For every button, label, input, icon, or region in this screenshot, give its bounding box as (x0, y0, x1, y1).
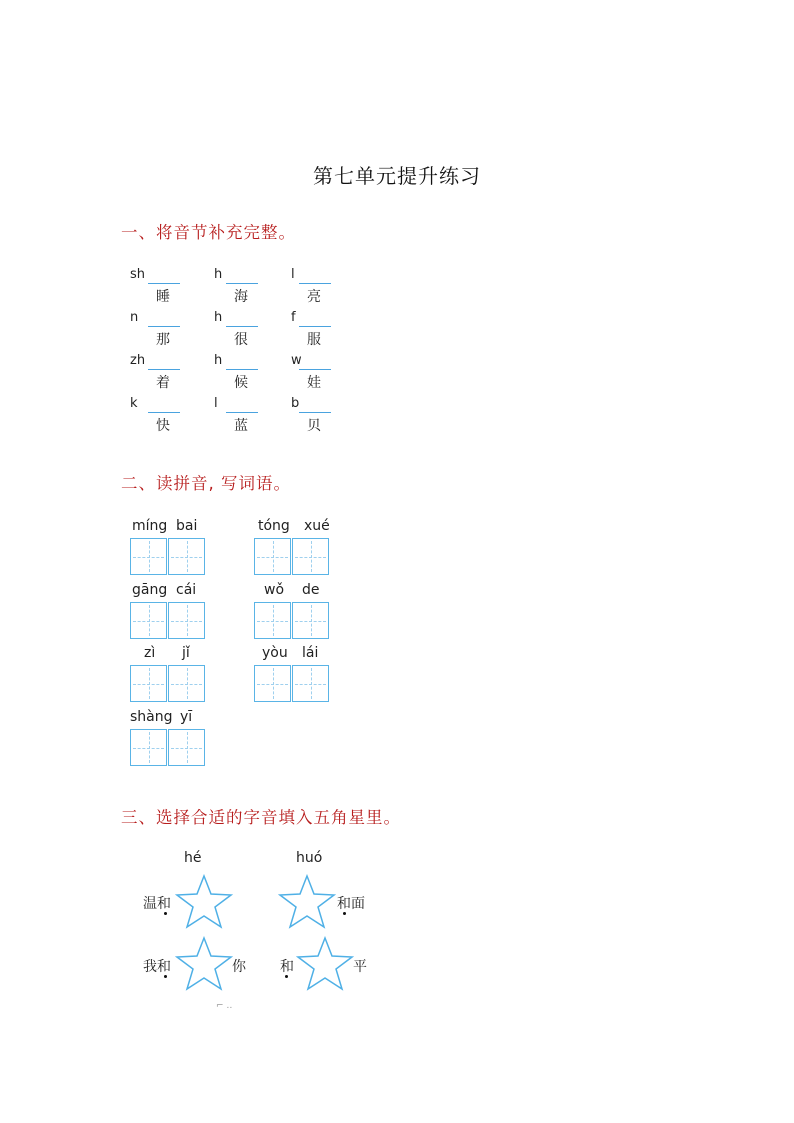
syllable-initial: w (291, 353, 302, 368)
emphasis-dot (164, 975, 167, 978)
hanzi-character: 睡 (156, 289, 170, 305)
syllable-initial: l (214, 396, 218, 411)
word-writing-item (254, 582, 334, 638)
grid-guide-horizontal (171, 557, 202, 558)
syllable-item (214, 267, 274, 303)
hanzi-character: 蓝 (234, 418, 248, 434)
word-writing-item (130, 645, 210, 701)
syllable-item (130, 353, 190, 389)
tianzige-writing-box[interactable] (130, 602, 167, 639)
word-writing-item (130, 518, 210, 574)
word-he-prefix: 和 (280, 959, 294, 975)
syllable-blank[interactable] (148, 369, 180, 370)
hanzi-character: 候 (234, 375, 248, 391)
hanzi-character: 海 (234, 289, 248, 305)
grid-guide-horizontal (133, 557, 164, 558)
section-2-heading: 二、读拼音, 写词语。 (121, 474, 291, 493)
tianzige-writing-box[interactable] (130, 665, 167, 702)
syllable-blank[interactable] (226, 369, 258, 370)
syllable-blank[interactable] (148, 283, 180, 284)
syllable-blank[interactable] (226, 326, 258, 327)
word-wohe: 我和 (143, 959, 171, 975)
grid-guide-horizontal (171, 621, 202, 622)
grid-guide-horizontal (257, 557, 288, 558)
answer-star-1[interactable] (175, 874, 233, 930)
word-ni: 你 (232, 959, 246, 975)
syllable-blank[interactable] (226, 283, 258, 284)
syllable-item (130, 396, 190, 432)
tianzige-writing-box[interactable] (292, 602, 329, 639)
word-wenhe: 温和 (143, 896, 171, 912)
hanzi-character: 那 (156, 332, 170, 348)
grid-guide-horizontal (295, 621, 326, 622)
emphasis-dot (343, 912, 346, 915)
grid-guide-horizontal (133, 621, 164, 622)
syllable-initial: b (291, 396, 300, 411)
tianzige-writing-box[interactable] (168, 602, 205, 639)
pinyin-syllable: xué (304, 518, 330, 534)
syllable-item (291, 396, 351, 432)
syllable-item (291, 353, 351, 389)
syllable-blank[interactable] (299, 326, 331, 327)
section-3-heading: 三、选择合适的字音填入五角星里。 (121, 808, 401, 827)
tianzige-writing-box[interactable] (254, 538, 291, 575)
pinyin-syllable: jǐ (182, 645, 190, 661)
tianzige-writing-box[interactable] (168, 538, 205, 575)
syllable-blank[interactable] (148, 412, 180, 413)
tianzige-writing-box[interactable] (254, 665, 291, 702)
syllable-blank[interactable] (148, 326, 180, 327)
pinyin-option-he: hé (184, 850, 202, 866)
answer-star-4[interactable] (296, 936, 354, 992)
syllable-item (214, 310, 274, 346)
pinyin-syllable: zì (144, 645, 156, 661)
syllable-initial: l (291, 267, 295, 282)
syllable-initial: sh (130, 267, 146, 282)
word-ping: 平 (353, 959, 367, 975)
page-title: 第七单元提升练习 (313, 164, 481, 188)
answer-star-2[interactable] (278, 874, 336, 930)
tianzige-writing-box[interactable] (292, 538, 329, 575)
word-writing-item (130, 582, 210, 638)
syllable-initial: n (130, 310, 139, 325)
syllable-initial: k (130, 396, 138, 411)
pinyin-syllable: yòu (262, 645, 288, 661)
word-writing-item (254, 518, 334, 574)
pinyin-option-huo: huó (296, 850, 323, 866)
syllable-item (214, 353, 274, 389)
grid-guide-horizontal (171, 684, 202, 685)
tianzige-writing-box[interactable] (168, 729, 205, 766)
hanzi-character: 娃 (307, 375, 321, 391)
emphasis-dot (164, 912, 167, 915)
grid-guide-horizontal (257, 684, 288, 685)
syllable-item (291, 310, 351, 346)
pinyin-syllable: shàng (130, 709, 173, 725)
pinyin-syllable: de (302, 582, 320, 598)
hanzi-character: 快 (156, 418, 170, 434)
grid-guide-horizontal (257, 621, 288, 622)
grid-guide-horizontal (295, 557, 326, 558)
word-writing-item (254, 645, 334, 701)
answer-star-3[interactable] (175, 936, 233, 992)
syllable-initial: zh (130, 353, 146, 368)
syllable-initial: h (214, 267, 223, 282)
syllable-initial: f (291, 310, 296, 325)
syllable-item (214, 396, 274, 432)
syllable-blank[interactable] (226, 412, 258, 413)
pinyin-syllable: lái (302, 645, 319, 661)
pinyin-syllable: cái (176, 582, 197, 598)
hanzi-character: 服 (307, 332, 321, 348)
grid-guide-horizontal (295, 684, 326, 685)
syllable-item (291, 267, 351, 303)
grid-guide-horizontal (171, 748, 202, 749)
pinyin-syllable: gāng (132, 582, 168, 598)
word-writing-item (130, 709, 210, 765)
tianzige-writing-box[interactable] (130, 729, 167, 766)
pinyin-syllable: bai (176, 518, 198, 534)
section-1-heading: 一、将音节补充完整。 (121, 223, 296, 242)
hanzi-character: 亮 (307, 289, 321, 305)
pinyin-syllable: wǒ (264, 582, 285, 598)
scan-artifact: ⌐ ‥ (216, 1001, 233, 1011)
syllable-item (130, 267, 190, 303)
grid-guide-horizontal (133, 684, 164, 685)
syllable-blank[interactable] (299, 369, 331, 370)
hanzi-character: 着 (156, 375, 170, 391)
syllable-initial: h (214, 353, 223, 368)
tianzige-writing-box[interactable] (130, 538, 167, 575)
hanzi-character: 贝 (307, 418, 321, 434)
emphasis-dot (285, 975, 288, 978)
tianzige-writing-box[interactable] (254, 602, 291, 639)
hanzi-character: 很 (234, 332, 248, 348)
grid-guide-horizontal (133, 748, 164, 749)
tianzige-writing-box[interactable] (292, 665, 329, 702)
syllable-blank[interactable] (299, 412, 331, 413)
word-huomian: 和面 (337, 896, 365, 912)
syllable-blank[interactable] (299, 283, 331, 284)
pinyin-syllable: míng (132, 518, 168, 534)
syllable-initial: h (214, 310, 223, 325)
syllable-item (130, 310, 190, 346)
pinyin-syllable: yī (180, 709, 193, 725)
pinyin-syllable: tóng (258, 518, 290, 534)
tianzige-writing-box[interactable] (168, 665, 205, 702)
